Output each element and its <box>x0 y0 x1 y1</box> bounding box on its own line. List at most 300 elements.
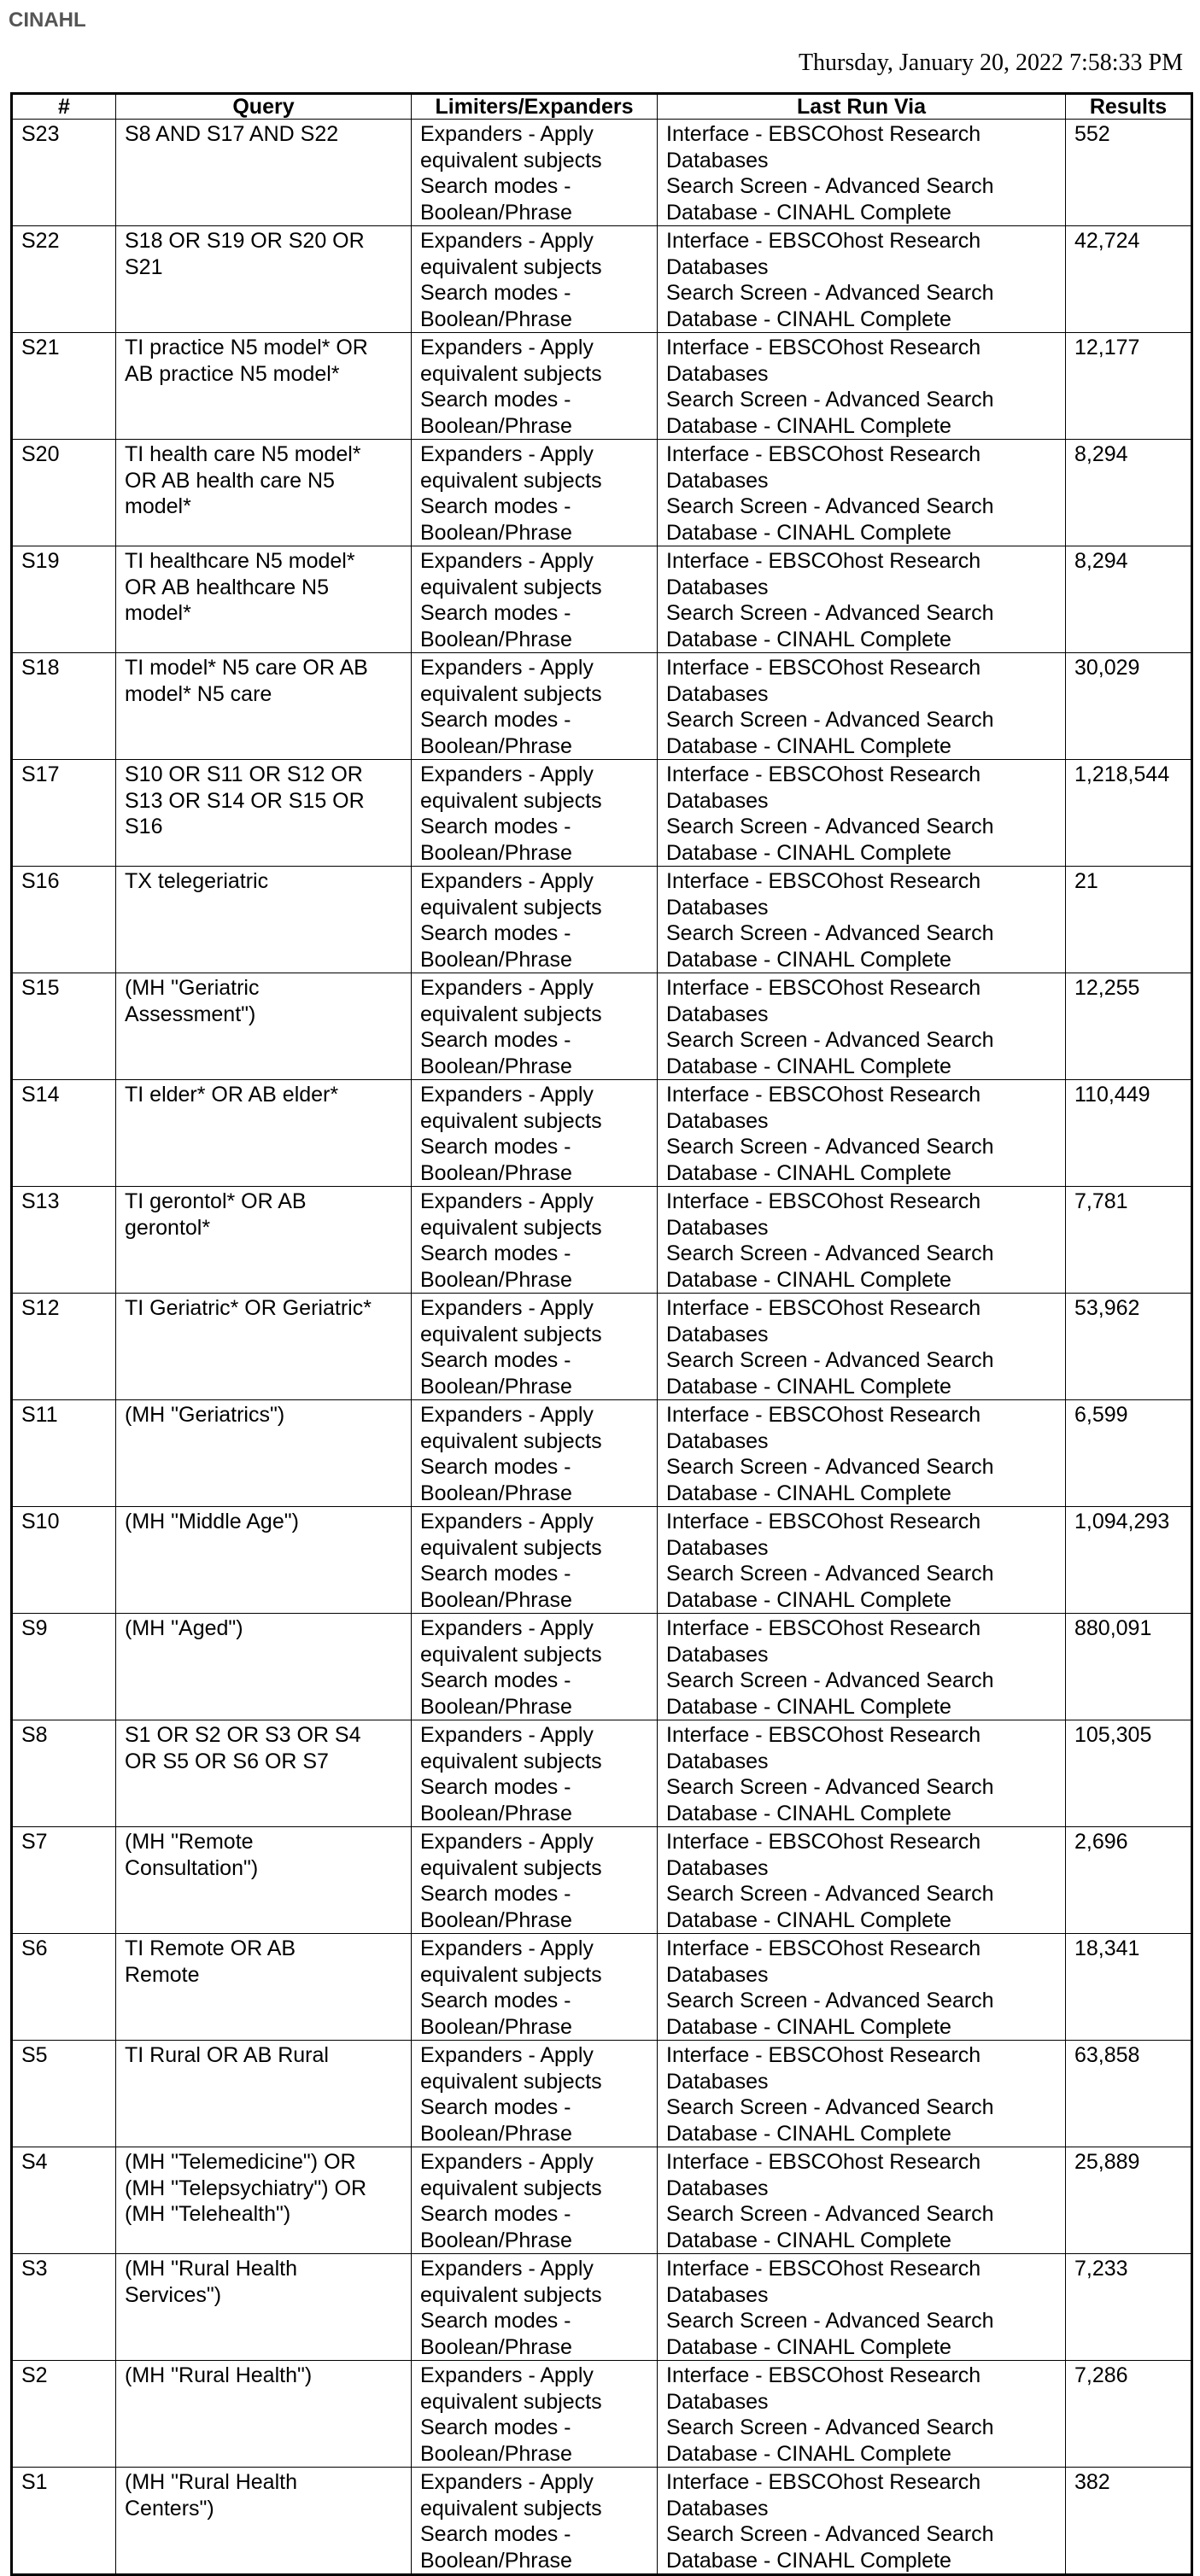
cell-text-line: Interface - EBSCOhost Research <box>666 1616 981 1640</box>
table-row <box>12 1080 1192 1187</box>
cell-search-id <box>12 2254 116 2361</box>
table-row <box>12 867 1192 973</box>
cell-text-line: Interface - EBSCOhost Research <box>666 762 981 786</box>
cell-text-line: Boolean/Phrase <box>420 1374 572 1399</box>
cell-text-line: equivalent subjects <box>420 361 602 386</box>
cell-text-line: Database - CINAHL Complete <box>666 1587 951 1612</box>
cell-text-line: AB practice N5 model* <box>125 361 340 386</box>
cell-text-line: (MH "Middle Age") <box>125 1510 299 1533</box>
cell-text-line: Search Screen - Advanced Search <box>666 1241 994 1265</box>
cell-text-line: Database - CINAHL Complete <box>666 1801 951 1825</box>
cell-text-line: Database - CINAHL Complete <box>666 2441 951 2466</box>
cell-query <box>116 1827 412 1934</box>
cell-text-line: equivalent subjects <box>420 2176 602 2200</box>
table-row <box>12 1827 1192 1934</box>
cell-text-line: Search Screen - Advanced Search <box>666 281 994 305</box>
cell-search-id <box>12 653 116 760</box>
cell-text-line: Search Screen - Advanced Search <box>666 1028 994 1052</box>
cell-text-line: TI gerontol* OR AB <box>125 1189 307 1213</box>
cell-text: S6 <box>21 1936 48 1960</box>
cell-text: 2,696 <box>1074 1830 1128 1854</box>
cell-limiters <box>412 120 658 226</box>
cell-last-run-via <box>658 867 1066 973</box>
cell-text: S18 <box>21 656 60 680</box>
cell-limiters <box>412 973 658 1080</box>
cell-text-line: Expanders - Apply <box>420 2043 594 2067</box>
cell-text: S16 <box>21 869 60 893</box>
table-header <box>12 94 1192 120</box>
cell-query <box>116 2361 412 2468</box>
cell-text-line: S13 OR S14 OR S15 OR <box>125 788 365 813</box>
cell-text-line: model* N5 care <box>125 681 272 706</box>
cell-query <box>116 120 412 226</box>
cell-text: S7 <box>21 1830 48 1854</box>
table-row <box>12 973 1192 1080</box>
cell-text-line: Search modes - <box>420 1135 571 1159</box>
cell-text-line: S1 OR S2 OR S3 OR S4 <box>125 1723 361 1747</box>
cell-text-line: Search modes - <box>420 921 571 945</box>
cell-text-line: Boolean/Phrase <box>420 520 572 545</box>
cell-text-line: Interface - EBSCOhost Research <box>666 1830 981 1854</box>
cell-text-line: model* <box>125 494 191 518</box>
cell-results <box>1066 2468 1192 2575</box>
cell-text-line: Boolean/Phrase <box>420 840 572 865</box>
table-row <box>12 2041 1192 2147</box>
cell-text-line: Expanders - Apply <box>420 2470 594 2494</box>
cell-text-line: Search Screen - Advanced Search <box>666 1348 994 1372</box>
cell-text-line: TX telegeriatric <box>125 869 269 893</box>
cell-text: 552 <box>1074 122 1110 146</box>
cell-text-line: S21 <box>125 254 163 279</box>
cell-text-line: Databases <box>666 1749 769 1773</box>
cell-query <box>116 546 412 653</box>
cell-text-line: Expanders - Apply <box>420 976 594 1000</box>
cell-text-line: TI elder* OR AB elder* <box>125 1083 339 1107</box>
table-row <box>12 2468 1192 2575</box>
cell-query <box>116 1294 412 1400</box>
table-row <box>12 546 1192 653</box>
cell-text: 12,255 <box>1074 976 1140 1000</box>
cell-results <box>1066 2041 1192 2147</box>
cell-text-line: Database - CINAHL Complete <box>666 1054 951 1078</box>
cell-results <box>1066 2254 1192 2361</box>
cell-text-line: equivalent subjects <box>420 788 602 813</box>
cell-text-line: Search Screen - Advanced Search <box>666 708 994 732</box>
cell-text-line: S18 OR S19 OR S20 OR <box>125 229 365 253</box>
cell-text-line: Databases <box>666 1108 769 1133</box>
cell-text-line: Boolean/Phrase <box>420 947 572 972</box>
cell-text-line: Search Screen - Advanced Search <box>666 1775 994 1799</box>
cell-query <box>116 867 412 973</box>
cell-search-id <box>12 760 116 867</box>
cell-limiters <box>412 1934 658 2041</box>
cell-text-line: Expanders - Apply <box>420 122 594 146</box>
cell-text-line: Databases <box>666 1428 769 1453</box>
cell-text-line: (MH "Remote <box>125 1830 254 1854</box>
cell-limiters <box>412 2041 658 2147</box>
cell-text-line: S10 OR S11 OR S12 OR <box>125 762 363 786</box>
cell-results <box>1066 1507 1192 1614</box>
cell-query <box>116 1080 412 1187</box>
column-header-query: Query <box>116 94 412 120</box>
cell-text-line: Boolean/Phrase <box>420 1907 572 1932</box>
cell-last-run-via <box>658 760 1066 867</box>
cell-limiters <box>412 1400 658 1507</box>
cell-text-line: Database - CINAHL Complete <box>666 200 951 225</box>
cell-text-line: Search modes - <box>420 174 571 198</box>
cell-results <box>1066 1400 1192 1507</box>
cell-last-run-via <box>658 1187 1066 1294</box>
cell-text-line: Search Screen - Advanced Search <box>666 921 994 945</box>
cell-limiters <box>412 2254 658 2361</box>
cell-text-line: Boolean/Phrase <box>420 1267 572 1292</box>
cell-results <box>1066 226 1192 333</box>
cell-text: S15 <box>21 976 60 1000</box>
cell-limiters <box>412 653 658 760</box>
cell-text-line: Databases <box>666 361 769 386</box>
cell-results <box>1066 1720 1192 1827</box>
cell-text: 6,599 <box>1074 1403 1128 1427</box>
cell-text-line: Database - CINAHL Complete <box>666 733 951 758</box>
cell-text-line: gerontol* <box>125 1215 211 1240</box>
cell-limiters <box>412 546 658 653</box>
cell-text-line: Boolean/Phrase <box>420 2228 572 2252</box>
cell-text-line: Search Screen - Advanced Search <box>666 2415 994 2439</box>
cell-text: S9 <box>21 1616 48 1640</box>
cell-text-line: equivalent subjects <box>420 1642 602 1667</box>
cell-search-id <box>12 1614 116 1720</box>
cell-text-line: (MH "Telemedicine") OR <box>125 2150 356 2174</box>
cell-text: 7,286 <box>1074 2363 1128 2387</box>
cell-text-line: Database - CINAHL Complete <box>666 2334 951 2359</box>
cell-search-id <box>12 2468 116 2575</box>
cell-text-line: Database - CINAHL Complete <box>666 413 951 438</box>
cell-text: S11 <box>21 1403 58 1427</box>
cell-search-id <box>12 1720 116 1827</box>
cell-text: S1 <box>21 2470 48 2494</box>
cell-text-line: TI model* N5 care OR AB <box>125 656 368 680</box>
cell-text-line: Database - CINAHL Complete <box>666 1481 951 1505</box>
cell-search-id <box>12 120 116 226</box>
cell-text-line: Expanders - Apply <box>420 1830 594 1854</box>
cell-text-line: Interface - EBSCOhost Research <box>666 2257 981 2281</box>
cell-text-line: Interface - EBSCOhost Research <box>666 549 981 573</box>
cell-text-line: Expanders - Apply <box>420 2363 594 2387</box>
cell-text-line: Search modes - <box>420 2202 571 2226</box>
cell-results <box>1066 1294 1192 1400</box>
table-row <box>12 226 1192 333</box>
cell-text-line: equivalent subjects <box>420 254 602 279</box>
cell-text-line: Databases <box>666 1962 769 1987</box>
cell-last-run-via <box>658 440 1066 546</box>
cell-text-line: Databases <box>666 575 769 599</box>
cell-text: S4 <box>21 2150 48 2174</box>
cell-query <box>116 2468 412 2575</box>
cell-text-line: Database - CINAHL Complete <box>666 1160 951 1185</box>
cell-text-line: Search modes - <box>420 1668 571 1692</box>
cell-text-line: Expanders - Apply <box>420 1616 594 1640</box>
cell-text-line: S16 <box>125 815 163 838</box>
cell-text-line: Remote <box>125 1962 200 1987</box>
cell-text-line: Interface - EBSCOhost Research <box>666 1510 981 1533</box>
cell-results <box>1066 867 1192 973</box>
cell-text-line: Services") <box>125 2282 222 2307</box>
cell-text-line: Consultation") <box>125 1855 259 1880</box>
cell-limiters <box>412 226 658 333</box>
table-row <box>12 2147 1192 2254</box>
table-row <box>12 1614 1192 1720</box>
cell-text: S14 <box>21 1083 60 1107</box>
cell-text-line: (MH "Rural Health <box>125 2470 297 2494</box>
cell-text-line: Search Screen - Advanced Search <box>666 1989 994 2012</box>
cell-text-line: Interface - EBSCOhost Research <box>666 976 981 1000</box>
cell-limiters <box>412 1614 658 1720</box>
table-row <box>12 440 1192 546</box>
cell-query <box>116 333 412 440</box>
table-row <box>12 1187 1192 1294</box>
cell-text-line: Database - CINAHL Complete <box>666 2548 951 2573</box>
cell-text-line: Boolean/Phrase <box>420 1801 572 1825</box>
column-header-number: # <box>12 94 116 120</box>
cell-text-line: Boolean/Phrase <box>420 413 572 438</box>
table-row <box>12 1294 1192 1400</box>
cell-last-run-via <box>658 1934 1066 2041</box>
cell-limiters <box>412 1294 658 1400</box>
cell-text-line: Search Screen - Advanced Search <box>666 494 994 518</box>
cell-text-line: Boolean/Phrase <box>420 2548 572 2573</box>
cell-text-line: Boolean/Phrase <box>420 307 572 331</box>
cell-text-line: Databases <box>666 2496 769 2521</box>
cell-text-line: Expanders - Apply <box>420 1403 594 1427</box>
table-header-row <box>12 94 1192 120</box>
cell-text-line: Expanders - Apply <box>420 336 594 359</box>
cell-text-line: Expanders - Apply <box>420 762 594 786</box>
table-row <box>12 653 1192 760</box>
cell-text-line: Boolean/Phrase <box>420 733 572 758</box>
cell-text-line: Database - CINAHL Complete <box>666 307 951 331</box>
cell-text-line: (MH "Rural Health") <box>125 2363 313 2387</box>
cell-results <box>1066 1934 1192 2041</box>
cell-query <box>116 1507 412 1614</box>
column-header-limiters: Limiters/Expanders <box>412 94 658 120</box>
cell-text-line: Databases <box>666 254 769 279</box>
cell-results <box>1066 1187 1192 1294</box>
cell-text-line: equivalent subjects <box>420 1855 602 1880</box>
cell-text-line: Centers") <box>125 2496 214 2521</box>
cell-text-line: Search modes - <box>420 388 571 412</box>
cell-last-run-via <box>658 546 1066 653</box>
cell-text-line: Expanders - Apply <box>420 1723 594 1747</box>
cell-text-line: TI Remote OR AB <box>125 1936 296 1960</box>
cell-results <box>1066 1614 1192 1720</box>
cell-last-run-via <box>658 1720 1066 1827</box>
table-row <box>12 120 1192 226</box>
cell-text-line: Search Screen - Advanced Search <box>666 2522 994 2546</box>
cell-text-line: Expanders - Apply <box>420 869 594 893</box>
cell-text-line: Boolean/Phrase <box>420 627 572 651</box>
cell-last-run-via <box>658 1614 1066 1720</box>
cell-search-id <box>12 226 116 333</box>
cell-text-line: Boolean/Phrase <box>420 1694 572 1719</box>
cell-text-line: equivalent subjects <box>420 1215 602 1240</box>
cell-text-line: Search modes - <box>420 2522 571 2546</box>
cell-text: 1,094,293 <box>1074 1510 1170 1533</box>
cell-text-line: Search modes - <box>420 494 571 518</box>
cell-search-id <box>12 2147 116 2254</box>
cell-text-line: Search modes - <box>420 2309 571 2333</box>
cell-text-line: Expanders - Apply <box>420 1936 594 1960</box>
cell-query <box>116 1614 412 1720</box>
cell-text-line: TI Geriatric* OR Geriatric* <box>125 1296 372 1320</box>
cell-limiters <box>412 1080 658 1187</box>
cell-text-line: Interface - EBSCOhost Research <box>666 2043 981 2067</box>
cell-text-line: Interface - EBSCOhost Research <box>666 2470 981 2494</box>
cell-text-line: Search Screen - Advanced Search <box>666 174 994 198</box>
cell-query <box>116 1400 412 1507</box>
table-row <box>12 1934 1192 2041</box>
cell-text: 1,218,544 <box>1074 762 1170 786</box>
cell-results <box>1066 1080 1192 1187</box>
cell-text-line: Interface - EBSCOhost Research <box>666 1189 981 1213</box>
cell-text: 21 <box>1074 869 1098 893</box>
cell-text-line: Search modes - <box>420 1989 571 2012</box>
cell-last-run-via <box>658 2254 1066 2361</box>
search-history-table-wrapper <box>10 92 1191 2576</box>
cell-query <box>116 2147 412 2254</box>
cell-text-line: Search modes - <box>420 2095 571 2119</box>
cell-last-run-via <box>658 333 1066 440</box>
cell-text-line: Boolean/Phrase <box>420 1587 572 1612</box>
cell-text-line: Database - CINAHL Complete <box>666 2014 951 2039</box>
cell-text-line: Search Screen - Advanced Search <box>666 815 994 838</box>
cell-query <box>116 1720 412 1827</box>
cell-text: 30,029 <box>1074 656 1140 680</box>
cell-results <box>1066 2361 1192 2468</box>
cell-text-line: Search modes - <box>420 1455 571 1479</box>
cell-text-line: Search modes - <box>420 1562 571 1586</box>
cell-limiters <box>412 333 658 440</box>
cell-text-line: equivalent subjects <box>420 1322 602 1346</box>
cell-text: S20 <box>21 442 60 466</box>
cell-text-line: equivalent subjects <box>420 1428 602 1453</box>
cell-last-run-via <box>658 2147 1066 2254</box>
cell-text-line: Databases <box>666 2176 769 2200</box>
cell-text-line: Databases <box>666 1855 769 1880</box>
cell-text-line: equivalent subjects <box>420 2282 602 2307</box>
column-header-last-run-via: Last Run Via <box>658 94 1066 120</box>
cell-text-line: Databases <box>666 1322 769 1346</box>
cell-text-line: OR AB healthcare N5 <box>125 575 330 599</box>
cell-text: S2 <box>21 2363 48 2387</box>
cell-text-line: (MH "Aged") <box>125 1616 243 1640</box>
cell-text-line: Databases <box>666 895 769 920</box>
cell-results <box>1066 1827 1192 1934</box>
cell-text-line: Search Screen - Advanced Search <box>666 1882 994 1906</box>
cell-last-run-via <box>658 653 1066 760</box>
table-row <box>12 2361 1192 2468</box>
cell-text-line: Database - CINAHL Complete <box>666 840 951 865</box>
cell-text-line: Expanders - Apply <box>420 1296 594 1320</box>
cell-text-line: Database - CINAHL Complete <box>666 1374 951 1399</box>
cell-search-id <box>12 1187 116 1294</box>
cell-search-id <box>12 1294 116 1400</box>
cell-text-line: Database - CINAHL Complete <box>666 627 951 651</box>
cell-text-line: Boolean/Phrase <box>420 1054 572 1078</box>
cell-text-line: (MH "Telepsychiatry") OR <box>125 2176 367 2200</box>
cell-text-line: equivalent subjects <box>420 1962 602 1987</box>
cell-text-line: equivalent subjects <box>420 2496 602 2521</box>
cell-text-line: Search Screen - Advanced Search <box>666 1455 994 1479</box>
cell-search-id <box>12 1934 116 2041</box>
cell-text-line: Search Screen - Advanced Search <box>666 2309 994 2333</box>
cell-text-line: (MH "Geriatrics") <box>125 1403 285 1427</box>
cell-text: S23 <box>21 122 60 146</box>
cell-text-line: Databases <box>666 1002 769 1026</box>
cell-query <box>116 2254 412 2361</box>
column-header-results: Results <box>1066 94 1192 120</box>
cell-text: 18,341 <box>1074 1936 1140 1960</box>
cell-query <box>116 1187 412 1294</box>
cell-text-line: Boolean/Phrase <box>420 2121 572 2146</box>
cell-text-line: Boolean/Phrase <box>420 1160 572 1185</box>
cell-last-run-via <box>658 1080 1066 1187</box>
cell-last-run-via <box>658 120 1066 226</box>
cell-text-line: Databases <box>666 1215 769 1240</box>
cell-text-line: TI health care N5 model* <box>125 442 361 466</box>
cell-text: 105,305 <box>1074 1723 1152 1747</box>
cell-results <box>1066 440 1192 546</box>
cell-text-line: Interface - EBSCOhost Research <box>666 1936 981 1960</box>
cell-text-line: equivalent subjects <box>420 1108 602 1133</box>
cell-text-line: Interface - EBSCOhost Research <box>666 1403 981 1427</box>
cell-results <box>1066 546 1192 653</box>
cell-search-id <box>12 333 116 440</box>
cell-search-id <box>12 440 116 546</box>
cell-text-line: Interface - EBSCOhost Research <box>666 1083 981 1107</box>
cell-text-line: Expanders - Apply <box>420 1189 594 1213</box>
cell-text: 25,889 <box>1074 2150 1140 2174</box>
cell-last-run-via <box>658 1400 1066 1507</box>
cell-search-id <box>12 973 116 1080</box>
cell-text: 7,233 <box>1074 2257 1128 2281</box>
cell-text-line: Search modes - <box>420 2415 571 2439</box>
cell-text-line: Expanders - Apply <box>420 1510 594 1533</box>
cell-text-line: Expanders - Apply <box>420 2257 594 2281</box>
cell-text-line: Database - CINAHL Complete <box>666 1267 951 1292</box>
table-row <box>12 1720 1192 1827</box>
cell-text: S10 <box>21 1510 60 1533</box>
cell-text-line: Interface - EBSCOhost Research <box>666 229 981 253</box>
cell-text-line: TI Rural OR AB Rural <box>125 2043 329 2067</box>
cell-text-line: Databases <box>666 2069 769 2094</box>
cell-query <box>116 2041 412 2147</box>
cell-text-line: equivalent subjects <box>420 2389 602 2414</box>
cell-text-line: Databases <box>666 788 769 813</box>
cell-text-line: Database - CINAHL Complete <box>666 2121 951 2146</box>
cell-last-run-via <box>658 1507 1066 1614</box>
cell-results <box>1066 760 1192 867</box>
cell-text-line: equivalent subjects <box>420 468 602 493</box>
cell-text-line: Interface - EBSCOhost Research <box>666 336 981 359</box>
cell-text-line: Search modes - <box>420 1882 571 1906</box>
cell-text-line: Interface - EBSCOhost Research <box>666 2150 981 2174</box>
cell-text: 53,962 <box>1074 1296 1140 1320</box>
cell-text: S8 <box>21 1723 48 1747</box>
cell-text-line: Search modes - <box>420 281 571 305</box>
cell-text-line: OR AB health care N5 <box>125 468 335 493</box>
table-row <box>12 760 1192 867</box>
cell-text-line: Expanders - Apply <box>420 549 594 573</box>
